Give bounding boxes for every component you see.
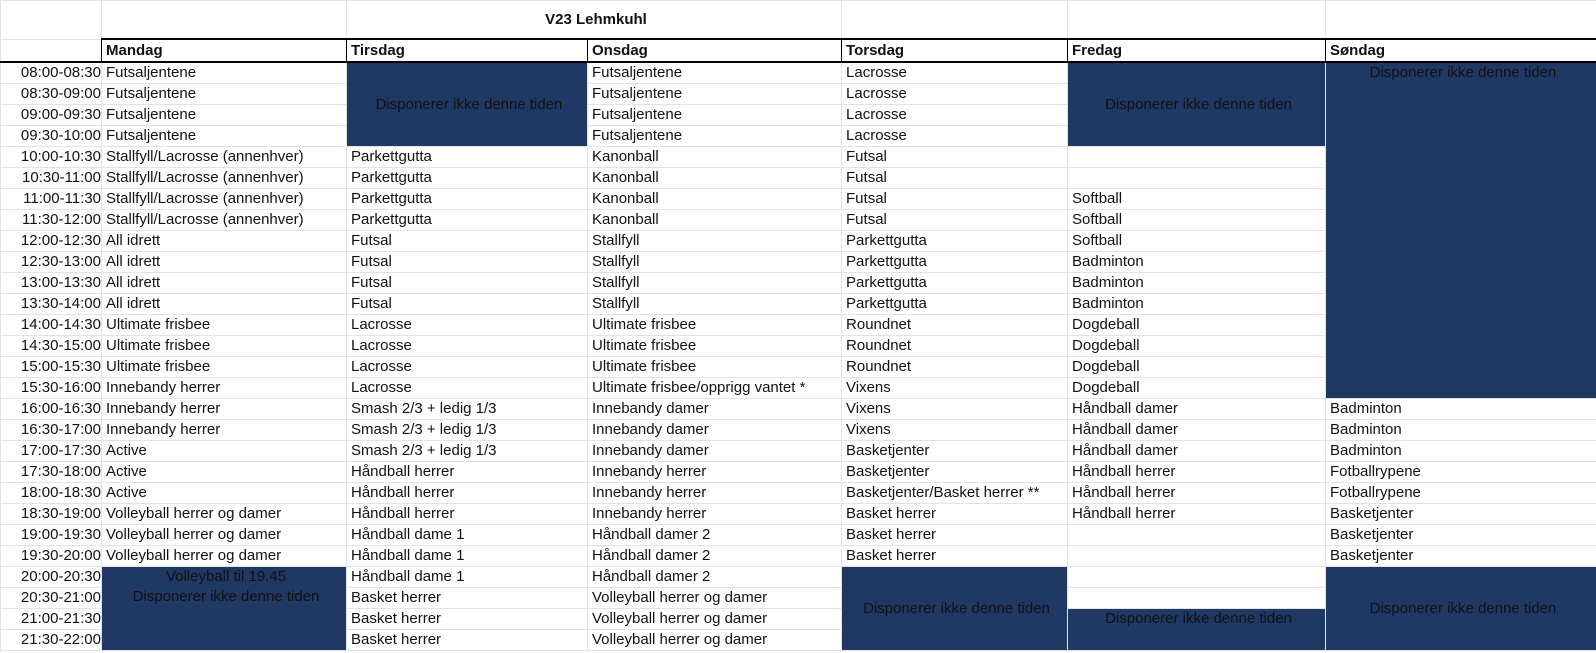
- activity-cell-fredag[interactable]: [1068, 546, 1326, 567]
- blocked-label: Disponerer ikke denne tiden: [863, 599, 1050, 617]
- activity-cell-fredag[interactable]: Håndball herrer: [1068, 504, 1326, 525]
- activity-cell-onsdag[interactable]: Futsaljentene: [588, 126, 842, 147]
- activity-cell-tirsdag[interactable]: Basket herrer: [347, 588, 588, 609]
- blocked-time-torsdag[interactable]: [842, 567, 1068, 651]
- activity-cell-tirsdag[interactable]: Håndball dame 1: [347, 546, 588, 567]
- activity-cell-mandag[interactable]: All idrett: [102, 294, 347, 315]
- activity-cell-fredag[interactable]: Håndball damer: [1068, 441, 1326, 462]
- time-slot-row: [1, 525, 1596, 546]
- activity-cell-sondag[interactable]: Badminton: [1326, 420, 1596, 441]
- activity-cell-fredag[interactable]: Håndball herrer: [1068, 483, 1326, 504]
- activity-cell-mandag[interactable]: Ultimate frisbee: [102, 315, 347, 336]
- activity-cell-torsdag[interactable]: Parkettgutta: [842, 231, 1068, 252]
- activity-cell-torsdag[interactable]: Basket herrer: [842, 504, 1068, 525]
- day-header-row: [1, 39, 1596, 62]
- activity-cell-tirsdag[interactable]: Parkettgutta: [347, 189, 588, 210]
- activity-cell-sondag[interactable]: Badminton: [1326, 441, 1596, 462]
- time-slot-cell[interactable]: 20:30-21:00: [1, 588, 102, 609]
- blocked-label: Disponerer ikke denne tiden: [1105, 95, 1292, 113]
- time-slot-cell[interactable]: 12:30-13:00: [1, 252, 102, 273]
- activity-cell-onsdag[interactable]: Kanonball: [588, 147, 842, 168]
- activity-cell-torsdag[interactable]: Parkettgutta: [842, 252, 1068, 273]
- activity-cell-torsdag[interactable]: Roundnet: [842, 315, 1068, 336]
- activity-cell-onsdag[interactable]: Stallfyll: [588, 231, 842, 252]
- time-slot-row: [1, 504, 1596, 525]
- activity-cell-tirsdag[interactable]: Håndball herrer: [347, 462, 588, 483]
- activity-cell-onsdag[interactable]: Håndball damer 2: [588, 567, 842, 588]
- time-slot-cell[interactable]: 08:00-08:30: [1, 62, 102, 84]
- time-slot-cell[interactable]: 14:00-14:30: [1, 315, 102, 336]
- activity-cell-onsdag[interactable]: Futsaljentene: [588, 62, 842, 84]
- activity-cell-mandag[interactable]: Futsaljentene: [102, 126, 347, 147]
- time-slot-cell[interactable]: 21:30-22:00: [1, 630, 102, 651]
- activity-cell-fredag[interactable]: Badminton: [1068, 252, 1326, 273]
- time-slot-cell[interactable]: 09:30-10:00: [1, 126, 102, 147]
- activity-cell-onsdag[interactable]: Ultimate frisbee: [588, 357, 842, 378]
- time-slot-cell[interactable]: 13:30-14:00: [1, 294, 102, 315]
- activity-cell-mandag[interactable]: Volleyball herrer og damer: [102, 504, 347, 525]
- activity-cell-torsdag[interactable]: Lacrosse: [842, 126, 1068, 147]
- blocked-time-sondag[interactable]: [1326, 567, 1596, 651]
- activity-cell-sondag[interactable]: Basketjenter: [1326, 546, 1596, 567]
- activity-cell-tirsdag[interactable]: Parkettgutta: [347, 147, 588, 168]
- activity-cell-mandag[interactable]: All idrett: [102, 273, 347, 294]
- activity-cell-onsdag[interactable]: Innebandy damer: [588, 399, 842, 420]
- activity-cell-torsdag[interactable]: Vixens: [842, 378, 1068, 399]
- day-header-onsdag[interactable]: Onsdag: [588, 39, 842, 62]
- activity-cell-tirsdag[interactable]: Lacrosse: [347, 336, 588, 357]
- activity-cell-sondag[interactable]: Basketjenter: [1326, 504, 1596, 525]
- blocked-label: Disponerer ikke denne tiden: [1369, 599, 1557, 617]
- time-slot-cell[interactable]: 09:00-09:30: [1, 105, 102, 126]
- activity-cell-onsdag[interactable]: Innebandy herrer: [588, 462, 842, 483]
- activity-cell-torsdag[interactable]: Basket herrer: [842, 525, 1068, 546]
- activity-cell-onsdag[interactable]: Innebandy damer: [588, 441, 842, 462]
- activity-cell-tirsdag[interactable]: Futsal: [347, 294, 588, 315]
- activity-cell-mandag[interactable]: Innebandy herrer: [102, 399, 347, 420]
- activity-cell-fredag[interactable]: [1068, 168, 1326, 189]
- activity-cell-onsdag[interactable]: Volleyball herrer og damer: [588, 630, 842, 651]
- activity-cell-torsdag[interactable]: Futsal: [842, 147, 1068, 168]
- activity-cell-onsdag[interactable]: Stallfyll: [588, 273, 842, 294]
- time-slot-cell[interactable]: 15:30-16:00: [1, 378, 102, 399]
- time-slot-cell[interactable]: 16:30-17:00: [1, 420, 102, 441]
- activity-cell-torsdag[interactable]: Basket herrer: [842, 546, 1068, 567]
- activity-cell-torsdag[interactable]: Basketjenter/Basket herrer **: [842, 483, 1068, 504]
- activity-cell-mandag[interactable]: Stallfyll/Lacrosse (annenhver): [102, 168, 347, 189]
- activity-cell-mandag[interactable]: Active: [102, 441, 347, 462]
- activity-cell-torsdag[interactable]: Futsal: [842, 189, 1068, 210]
- activity-cell-sondag[interactable]: Basketjenter: [1326, 525, 1596, 546]
- empty-cell[interactable]: [1326, 1, 1596, 40]
- activity-cell-onsdag[interactable]: Stallfyll: [588, 294, 842, 315]
- activity-cell-fredag[interactable]: Dogdeball: [1068, 378, 1326, 399]
- empty-cell[interactable]: [842, 1, 1068, 40]
- time-slot-cell[interactable]: 17:30-18:00: [1, 462, 102, 483]
- activity-cell-fredag[interactable]: Dogdeball: [1068, 336, 1326, 357]
- time-slot-cell[interactable]: 08:30-09:00: [1, 84, 102, 105]
- activity-cell-mandag[interactable]: Volleyball herrer og damer: [102, 546, 347, 567]
- blocked-time-fredag[interactable]: [1068, 609, 1326, 651]
- activity-cell-mandag[interactable]: Stallfyll/Lacrosse (annenhver): [102, 189, 347, 210]
- blocked-time-tirsdag[interactable]: [347, 62, 588, 147]
- time-slot-row: [1, 420, 1596, 441]
- activity-cell-torsdag[interactable]: Roundnet: [842, 336, 1068, 357]
- activity-cell-sondag[interactable]: Badminton: [1326, 399, 1596, 420]
- activity-cell-torsdag[interactable]: Basketjenter: [842, 441, 1068, 462]
- title-row: [1, 1, 1596, 40]
- day-header-sondag[interactable]: Søndag: [1326, 39, 1596, 62]
- activity-cell-mandag[interactable]: Active: [102, 483, 347, 504]
- activity-cell-mandag[interactable]: All idrett: [102, 231, 347, 252]
- time-slot-cell[interactable]: 11:00-11:30: [1, 189, 102, 210]
- activity-cell-onsdag[interactable]: Ultimate frisbee/opprigg vantet *: [588, 378, 842, 399]
- activity-cell-mandag[interactable]: Stallfyll/Lacrosse (annenhver): [102, 147, 347, 168]
- activity-cell-onsdag[interactable]: Ultimate frisbee: [588, 336, 842, 357]
- activity-cell-sondag[interactable]: Fotballrypene: [1326, 483, 1596, 504]
- corner-cell[interactable]: [1, 1, 102, 40]
- activity-cell-tirsdag[interactable]: Futsal: [347, 273, 588, 294]
- activity-cell-tirsdag[interactable]: Håndball dame 1: [347, 567, 588, 588]
- time-slot-row: [1, 62, 1596, 84]
- activity-cell-torsdag[interactable]: Lacrosse: [842, 105, 1068, 126]
- activity-cell-onsdag[interactable]: Innebandy herrer: [588, 504, 842, 525]
- activity-cell-fredag[interactable]: Dogdeball: [1068, 357, 1326, 378]
- empty-cell[interactable]: [102, 1, 347, 40]
- activity-cell-tirsdag[interactable]: Smash 2/3 + ledig 1/3: [347, 420, 588, 441]
- activity-cell-fredag[interactable]: [1068, 588, 1326, 609]
- time-slot-cell[interactable]: 10:30-11:00: [1, 168, 102, 189]
- activity-cell-fredag[interactable]: Håndball herrer: [1068, 462, 1326, 483]
- activity-cell-onsdag[interactable]: Håndball damer 2: [588, 525, 842, 546]
- blocked-label: Disponerer ikke denne tiden: [375, 95, 563, 113]
- time-slot-row: [1, 483, 1596, 504]
- time-slot-row: [1, 567, 1596, 588]
- activity-cell-mandag[interactable]: Active: [102, 462, 347, 483]
- time-slot-row: [1, 399, 1596, 420]
- activity-cell-fredag[interactable]: Badminton: [1068, 294, 1326, 315]
- activity-cell-tirsdag[interactable]: Basket herrer: [347, 609, 588, 630]
- activity-cell-fredag[interactable]: [1068, 525, 1326, 546]
- activity-cell-tirsdag[interactable]: Smash 2/3 + ledig 1/3: [347, 441, 588, 462]
- empty-cell[interactable]: [1068, 1, 1326, 40]
- activity-cell-torsdag[interactable]: Roundnet: [842, 357, 1068, 378]
- activity-cell-onsdag[interactable]: Innebandy herrer: [588, 483, 842, 504]
- activity-cell-onsdag[interactable]: Kanonball: [588, 210, 842, 231]
- activity-cell-mandag[interactable]: Ultimate frisbee: [102, 336, 347, 357]
- activity-cell-torsdag[interactable]: Lacrosse: [842, 62, 1068, 84]
- time-slot-cell[interactable]: 12:00-12:30: [1, 231, 102, 252]
- activity-cell-tirsdag[interactable]: Håndball herrer: [347, 483, 588, 504]
- activity-cell-torsdag[interactable]: Basketjenter: [842, 462, 1068, 483]
- day-header-torsdag[interactable]: Torsdag: [842, 39, 1068, 62]
- time-slot-cell[interactable]: 10:00-10:30: [1, 147, 102, 168]
- activity-cell-tirsdag[interactable]: Håndball herrer: [347, 504, 588, 525]
- activity-cell-tirsdag[interactable]: Futsal: [347, 231, 588, 252]
- activity-cell-torsdag[interactable]: Lacrosse: [842, 84, 1068, 105]
- activity-cell-fredag[interactable]: [1068, 567, 1326, 588]
- time-slot-cell[interactable]: 18:30-19:00: [1, 504, 102, 525]
- activity-cell-fredag[interactable]: Håndball damer: [1068, 420, 1326, 441]
- activity-cell-mandag[interactable]: Innebandy herrer: [102, 378, 347, 399]
- activity-cell-sondag[interactable]: Fotballrypene: [1326, 462, 1596, 483]
- time-slot-cell[interactable]: 13:00-13:30: [1, 273, 102, 294]
- activity-cell-torsdag[interactable]: Parkettgutta: [842, 273, 1068, 294]
- activity-cell-torsdag[interactable]: Vixens: [842, 420, 1068, 441]
- activity-cell-onsdag[interactable]: Kanonball: [588, 189, 842, 210]
- day-header-fredag[interactable]: Fredag: [1068, 39, 1326, 62]
- activity-cell-onsdag[interactable]: Kanonball: [588, 168, 842, 189]
- activity-cell-tirsdag[interactable]: Håndball dame 1: [347, 525, 588, 546]
- activity-cell-mandag[interactable]: Futsaljentene: [102, 105, 347, 126]
- time-header-cell[interactable]: [1, 39, 102, 62]
- volleyball-note: Volleyball til 19.45: [165, 568, 287, 585]
- activity-cell-tirsdag[interactable]: Smash 2/3 + ledig 1/3: [347, 399, 588, 420]
- activity-cell-mandag[interactable]: Futsaljentene: [102, 62, 347, 84]
- activity-cell-fredag[interactable]: Softball: [1068, 231, 1326, 252]
- activity-cell-onsdag[interactable]: Innebandy damer: [588, 420, 842, 441]
- time-slot-cell[interactable]: 20:00-20:30: [1, 567, 102, 588]
- day-header-tirsdag[interactable]: Tirsdag: [347, 39, 588, 62]
- activity-cell-torsdag[interactable]: Parkettgutta: [842, 294, 1068, 315]
- time-slot-cell[interactable]: 19:30-20:00: [1, 546, 102, 567]
- activity-cell-torsdag[interactable]: Futsal: [842, 210, 1068, 231]
- activity-cell-onsdag[interactable]: Ultimate frisbee: [588, 315, 842, 336]
- activity-cell-mandag[interactable]: All idrett: [102, 252, 347, 273]
- activity-cell-tirsdag[interactable]: Lacrosse: [347, 315, 588, 336]
- activity-cell-mandag[interactable]: Volleyball herrer og damer: [102, 525, 347, 546]
- activity-cell-onsdag[interactable]: Futsaljentene: [588, 105, 842, 126]
- time-slot-row: [1, 441, 1596, 462]
- activity-cell-fredag[interactable]: Softball: [1068, 189, 1326, 210]
- activity-cell-onsdag[interactable]: Volleyball herrer og damer: [588, 588, 842, 609]
- time-slot-cell[interactable]: 14:30-15:00: [1, 336, 102, 357]
- blocked-time-fredag[interactable]: [1068, 62, 1326, 147]
- time-slot-cell[interactable]: 16:00-16:30: [1, 399, 102, 420]
- activity-cell-mandag[interactable]: Futsaljentene: [102, 84, 347, 105]
- time-slot-cell[interactable]: 15:00-15:30: [1, 357, 102, 378]
- activity-cell-onsdag[interactable]: Volleyball herrer og damer: [588, 609, 842, 630]
- blocked-label: Disponerer ikke denne tiden: [1369, 64, 1557, 81]
- time-slot-cell[interactable]: 11:30-12:00: [1, 210, 102, 231]
- blocked-time-mandag[interactable]: [102, 567, 347, 651]
- activity-cell-tirsdag[interactable]: Futsal: [347, 252, 588, 273]
- day-header-mandag[interactable]: Mandag: [102, 39, 347, 62]
- activity-cell-fredag[interactable]: Håndball damer: [1068, 399, 1326, 420]
- blocked-label: Disponerer ikke denne tiden: [1105, 610, 1292, 627]
- activity-cell-onsdag[interactable]: Stallfyll: [588, 252, 842, 273]
- sheet-title[interactable]: V23 Lehmkuhl: [347, 1, 842, 40]
- activity-cell-fredag[interactable]: Softball: [1068, 210, 1326, 231]
- activity-cell-fredag[interactable]: Badminton: [1068, 273, 1326, 294]
- activity-cell-mandag[interactable]: Innebandy herrer: [102, 420, 347, 441]
- activity-cell-tirsdag[interactable]: Lacrosse: [347, 357, 588, 378]
- blocked-time-sondag[interactable]: [1326, 62, 1596, 399]
- activity-cell-onsdag[interactable]: Futsaljentene: [588, 84, 842, 105]
- time-slot-cell[interactable]: 18:00-18:30: [1, 483, 102, 504]
- activity-cell-fredag[interactable]: Dogdeball: [1068, 315, 1326, 336]
- time-slot-cell[interactable]: 21:00-21:30: [1, 609, 102, 630]
- time-slot-row: [1, 546, 1596, 567]
- activity-cell-torsdag[interactable]: Vixens: [842, 399, 1068, 420]
- activity-cell-tirsdag[interactable]: Parkettgutta: [347, 210, 588, 231]
- activity-cell-onsdag[interactable]: Håndball damer 2: [588, 546, 842, 567]
- blocked-label: Disponerer ikke denne tiden: [132, 588, 320, 605]
- activity-cell-mandag[interactable]: Stallfyll/Lacrosse (annenhver): [102, 210, 347, 231]
- activity-cell-torsdag[interactable]: Futsal: [842, 168, 1068, 189]
- time-slot-cell[interactable]: 17:00-17:30: [1, 441, 102, 462]
- time-slot-row: [1, 462, 1596, 483]
- activity-cell-tirsdag[interactable]: Parkettgutta: [347, 168, 588, 189]
- activity-cell-tirsdag[interactable]: Basket herrer: [347, 630, 588, 651]
- time-slot-cell[interactable]: 19:00-19:30: [1, 525, 102, 546]
- activity-cell-fredag[interactable]: [1068, 147, 1326, 168]
- activity-cell-mandag[interactable]: Ultimate frisbee: [102, 357, 347, 378]
- activity-cell-tirsdag[interactable]: Lacrosse: [347, 378, 588, 399]
